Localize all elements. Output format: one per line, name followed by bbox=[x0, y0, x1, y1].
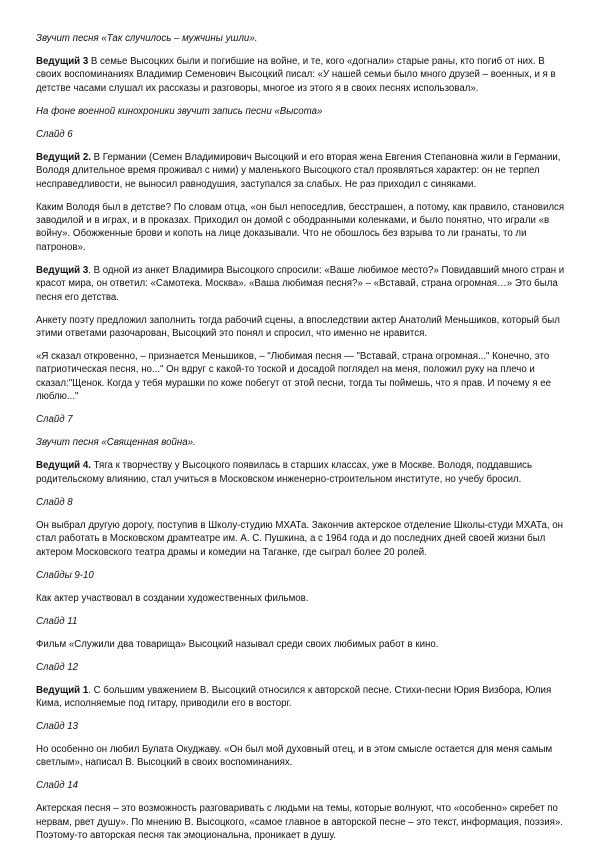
slide-label: Слайд 12 bbox=[36, 661, 79, 673]
slide-label: Слайды 9-10 bbox=[36, 569, 94, 581]
paragraph bbox=[36, 684, 572, 711]
stage-direction: Звучит песня «Так случилось – мужчины ушли». bbox=[36, 33, 258, 44]
paragraph bbox=[36, 55, 572, 95]
paragraph: Он выбрал другую дорогу, поступив в Школу-студию МХАТа. Закончив актерское отделение Школы-студи МХАТа, он стал работать в Московском драмтеатре им. А. С. Пушкина, а с 1964 года и до последних дней своей жизни был актером Московского театра драмы и комедии на Таганке, где сыграл более 20 ролей. bbox=[36, 519, 563, 558]
paragraph-text: В Германии (Семен Владимирович Высоцкий и его вторая жена Евгения Степановна жили в Германии, Володя длительное время проживал с ними) у маленького Высоцкого стал проявляться характер: он не терпел несправедливости, не выносил равнодушия, заступался за слабых. Не раз приходил с синяками. bbox=[36, 151, 561, 190]
paragraph bbox=[36, 151, 572, 191]
paragraph-text: В семье Высоцких были и погибшие на войне, и те, кого «догнали» старые раны, кто погиб от них. В своих воспоминаниях Владимир Семенович Высоцкий писал: «У нашей семьи было много друзей – военных, и я в детстве часами слушал их рассказы и разговоры, многое из этого я в своих песнях использовал». bbox=[36, 56, 556, 94]
speaker-label: Ведущий 1 bbox=[36, 684, 89, 696]
stage-direction: На фоне военной кинохроники звучит запись песни «Высота» bbox=[36, 105, 323, 117]
paragraph-text: . В одной из анкет Владимира Высоцкого спросили: «Ваше любимое место?» Повидавший много стран и красот мира, он ответил: «Самотека. Москва». «Ваша любимая песня?» – «Вставай, страна огромная…» Это была песня его детства. bbox=[36, 264, 565, 303]
paragraph: Актерская песня – это возможность разговаривать с людьми на темы, которые волнуют, что «особенно» скребет по нервам, рвет душу». По мнению В. Высоцкого, «самое главное в авторской песне – это текст, информация, поэзия». Поэтому-то авторская песня так эмоциональна, проникает в душу. bbox=[36, 803, 563, 842]
quote-paragraph: «Я сказал откровенно, – признается Меньшиков, – "Любимая песня — "Вставай, страна огромная..." Конечно, это патриотическая песня, но..." Он вдруг с какой-то тоской и досадой поглядел на меня, положил руку на плечо и сказал:"Щенок. Когда у тебя мурашки по коже побегут от этой песни, тогда ты поймешь, что я прав. И почему я ее люблю..." bbox=[36, 351, 552, 403]
slide-label: Слайд 6 bbox=[36, 128, 73, 140]
paragraph: Но особенно он любил Булата Окуджаву. «Он был мой духовный отец, и в этом смысле остается для меня самым светлым», написал В. Высоцкий в своих воспоминаниях. bbox=[36, 743, 553, 769]
speaker-label: Ведущий 3 bbox=[36, 56, 89, 67]
slide-label: Слайд 14 bbox=[36, 780, 79, 792]
slide-label: Слайд 11 bbox=[36, 615, 78, 627]
paragraph: Анкету поэту предложил заполнить тогда рабочий сцены, а впоследствии актер Анатолий Меньшиков, который был этими ответами разочарован, Высоцкий это понял и спросил, что именно не нравится. bbox=[36, 314, 560, 340]
paragraph: Каким Володя был в детстве? По словам отца, «он был непоседлив, бесстрашен, а потому, как правило, становился заводилой и в играх, и в проказах. Приходил он домой с ободранными коленками, и было понятно, что играли «в войну». Обожженные брови и копоть на лице доказывали. Что не обошлось без взрыва то ли гранаты, то ли патронов». bbox=[36, 201, 565, 253]
paragraph: Фильм «Служили два товарища» Высоцкий называл среди своих любимых работ в кино. bbox=[36, 638, 439, 650]
document-page bbox=[36, 32, 572, 852]
speaker-label: Ведущий 2. bbox=[36, 151, 91, 163]
slide-label: Слайд 7 bbox=[36, 414, 73, 426]
paragraph bbox=[36, 264, 572, 304]
paragraph bbox=[36, 459, 572, 486]
stage-direction: Звучит песня «Священная война». bbox=[36, 437, 196, 449]
paragraph-text: . С большим уважением В. Высоцкий относился к авторской песне. Стихи-песни Юрия Визбора, Юлия Кима, исполняемые под гитару, приводили его в восторг. bbox=[36, 684, 552, 709]
paragraph: Как актер участвовал в создании художественных фильмов. bbox=[36, 592, 309, 604]
slide-label: Слайд 13 bbox=[36, 720, 79, 732]
speaker-label: Ведущий 4. bbox=[36, 460, 91, 472]
slide-label: Слайд 8 bbox=[36, 496, 73, 508]
paragraph-text: Тяга к творчеству у Высоцкого появилась в старших классах, уже в Москве. Володя, поддавшись родительскому влиянию, стал учиться в Московском инженерно-строительном институте, но учебу бросил. bbox=[36, 460, 532, 485]
speaker-label: Ведущий 3 bbox=[36, 264, 89, 276]
